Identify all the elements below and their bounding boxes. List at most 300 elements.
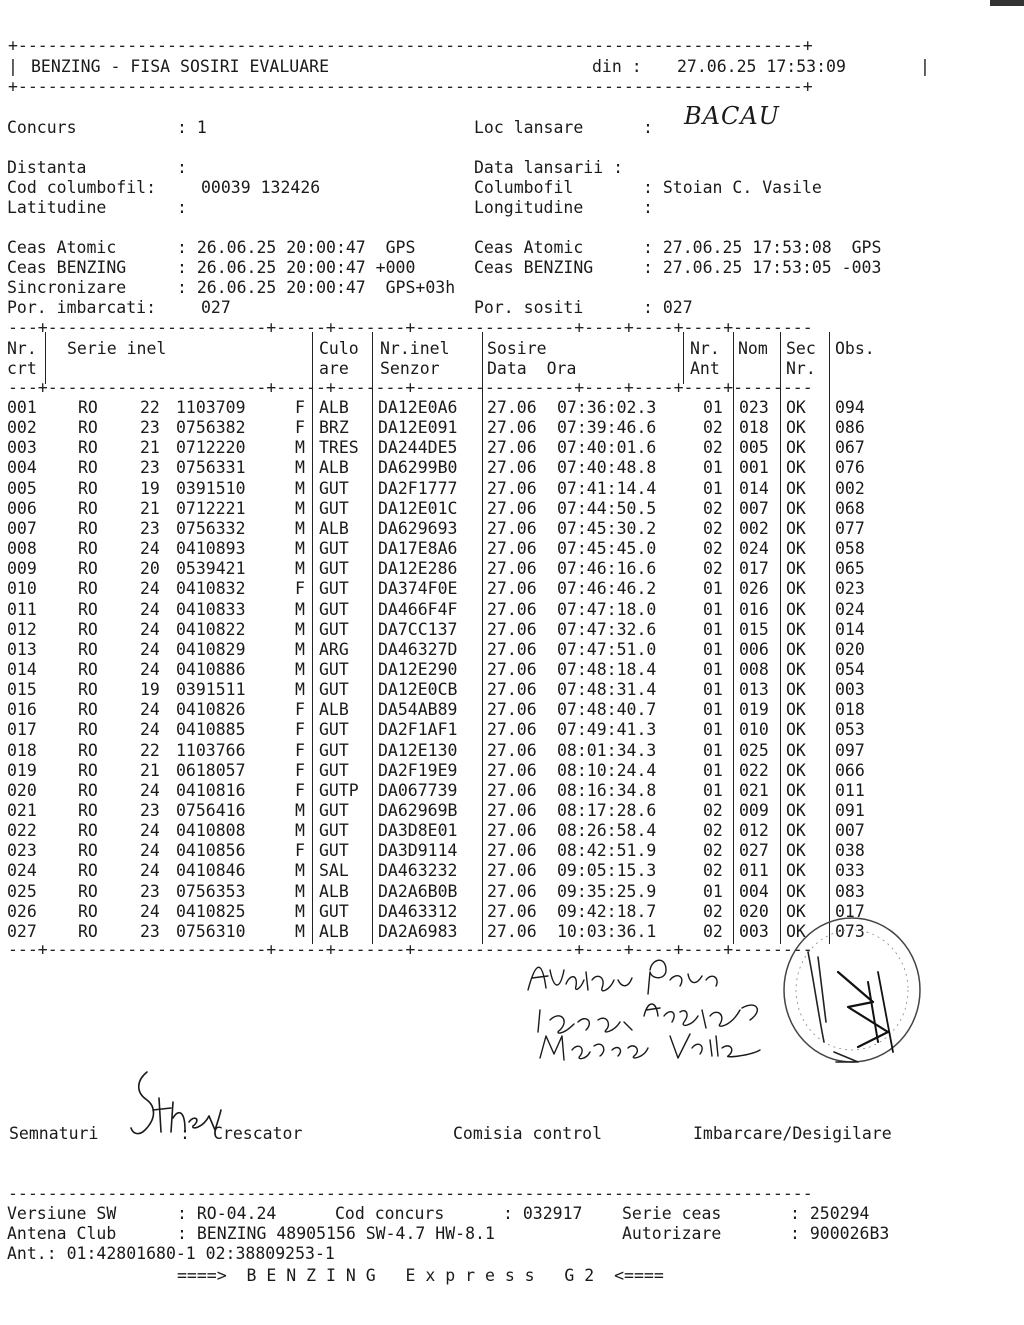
- col-header-nom: Nom: [738, 339, 768, 358]
- cod-concurs-value: : 032917: [503, 1204, 583, 1223]
- row-country: RO: [78, 418, 98, 438]
- row-antenna: 02: [703, 901, 723, 921]
- row-sex: M: [295, 619, 305, 639]
- table-row: [0, 801, 940, 821]
- row-ring-number: 0410826: [176, 700, 246, 720]
- row-nom: 006: [739, 639, 769, 659]
- row-sex: F: [295, 579, 305, 599]
- ceas-benzing-left-value: : 26.06.25 20:00:47 +000: [177, 258, 416, 277]
- header-border-bottom: +-------------------------------------------------------------------------------+: [8, 77, 813, 96]
- row-antenna: 02: [703, 438, 723, 458]
- row-nr: 007: [7, 518, 37, 538]
- row-nr: 021: [7, 801, 37, 820]
- row-sec: OK: [786, 639, 806, 659]
- row-obs: 077: [835, 518, 865, 538]
- row-antenna: 02: [703, 921, 723, 941]
- row-obs: 083: [835, 881, 865, 901]
- arrivals-table-body: [0, 398, 940, 943]
- row-ring-number: 0712220: [176, 438, 246, 458]
- row-sex: M: [295, 539, 305, 559]
- row-sex: M: [295, 881, 305, 901]
- row-nom: 013: [739, 680, 769, 700]
- table-row: [0, 579, 940, 599]
- row-color: GUT: [319, 720, 349, 740]
- row-nom: 021: [739, 780, 769, 800]
- row-ring-number: 0391510: [176, 478, 246, 498]
- row-sec: OK: [786, 801, 806, 820]
- imbarcare-desigilare-label: Imbarcare/Desigilare: [693, 1124, 892, 1143]
- distanta-label: Distanta: [7, 158, 87, 177]
- row-color: GUT: [319, 498, 349, 518]
- row-time: 08:16:34.8: [557, 780, 657, 800]
- concurs-label: Concurs: [7, 118, 77, 137]
- row-date: 27.06: [487, 599, 537, 619]
- row-time: 09:42:18.7: [557, 901, 657, 921]
- row-sensor: DA2A6983: [378, 921, 458, 941]
- por-sositi-label: Por. sositi: [474, 298, 584, 317]
- row-sensor: DA12E290: [378, 659, 458, 679]
- row-sec: OK: [786, 760, 806, 780]
- row-country: RO: [78, 780, 98, 800]
- row-nr: 004: [7, 458, 37, 478]
- row-sec: OK: [786, 841, 806, 861]
- row-year: 21: [140, 438, 160, 458]
- row-country: RO: [78, 398, 98, 417]
- row-nr: 006: [7, 498, 37, 518]
- row-nr: 009: [7, 559, 37, 579]
- row-sensor: DA12E01C: [378, 498, 458, 518]
- autorizare-label: Autorizare: [622, 1224, 722, 1243]
- row-sex: M: [295, 438, 305, 458]
- table-row: [0, 499, 940, 519]
- row-country: RO: [78, 861, 98, 881]
- row-country: RO: [78, 760, 98, 780]
- row-obs: 091: [835, 801, 865, 820]
- row-time: 07:47:18.0: [557, 599, 657, 619]
- row-nom: 012: [739, 821, 769, 841]
- row-color: GUT: [319, 478, 349, 498]
- concurs-value: : 1: [177, 118, 207, 137]
- row-obs: 007: [835, 821, 865, 841]
- row-obs: 023: [835, 579, 865, 599]
- row-sec: OK: [786, 740, 806, 760]
- row-ring-number: 0410832: [176, 579, 246, 599]
- row-date: 27.06: [487, 700, 537, 720]
- row-nr: 025: [7, 881, 37, 901]
- row-obs: 068: [835, 498, 865, 518]
- row-obs: 014: [835, 619, 865, 639]
- row-sex: M: [295, 639, 305, 659]
- row-antenna: 02: [703, 821, 723, 841]
- row-color: ALB: [319, 458, 349, 478]
- row-color: ALB: [319, 518, 349, 538]
- row-nr: 022: [7, 821, 37, 841]
- row-country: RO: [78, 579, 98, 599]
- row-ring-number: 0756331: [176, 458, 246, 478]
- row-country: RO: [78, 821, 98, 841]
- row-sex: M: [295, 821, 305, 841]
- row-nom: 017: [739, 559, 769, 579]
- row-sensor: DA463232: [378, 861, 458, 881]
- row-antenna: 01: [703, 659, 723, 679]
- por-imbarcati-label: Por. imbarcati:: [7, 298, 157, 317]
- row-sex: M: [295, 498, 305, 518]
- row-country: RO: [78, 740, 98, 760]
- row-nom: 004: [739, 881, 769, 901]
- row-date: 27.06: [487, 539, 537, 559]
- table-row: [0, 438, 940, 458]
- cod-columbofil-label: Cod columbofil:: [7, 178, 157, 197]
- row-sec: OK: [786, 579, 806, 599]
- row-nom: 022: [739, 760, 769, 780]
- row-ring-number: 0410822: [176, 619, 246, 639]
- row-sensor: DA067739: [378, 780, 458, 800]
- row-sec: OK: [786, 881, 806, 901]
- row-sex: F: [295, 720, 305, 740]
- col-header-nrinel-1: Nr.inel: [380, 339, 450, 358]
- row-time: 07:40:01.6: [557, 438, 657, 458]
- row-antenna: 01: [703, 398, 723, 417]
- row-time: 07:46:46.2: [557, 579, 657, 599]
- row-antenna: 01: [703, 458, 723, 478]
- row-sex: F: [295, 418, 305, 438]
- ceas-benzing-label: Ceas BENZING: [7, 258, 127, 277]
- row-color: GUT: [319, 740, 349, 760]
- row-antenna: 01: [703, 599, 723, 619]
- table-header-bottom-rule: ---+----------------------+-----+-------+----------------+----+----+----+--------: [8, 378, 813, 397]
- row-obs: 017: [835, 901, 865, 921]
- row-sensor: DA12E286: [378, 559, 458, 579]
- row-nom: 002: [739, 518, 769, 538]
- row-sec: OK: [786, 901, 806, 921]
- table-row: [0, 539, 940, 559]
- header-date-value: 27.06.25 17:53:09: [677, 57, 846, 76]
- scan-edge-mark: [990, 0, 1024, 6]
- header-right-bar: |: [920, 57, 930, 76]
- row-color: GUT: [319, 841, 349, 861]
- row-date: 27.06: [487, 619, 537, 639]
- row-sec: OK: [786, 700, 806, 720]
- semnaturi-colon: :: [180, 1124, 190, 1143]
- row-ring-number: 0410808: [176, 821, 246, 841]
- row-obs: 066: [835, 760, 865, 780]
- row-sex: M: [295, 659, 305, 679]
- row-sex: M: [295, 599, 305, 619]
- row-country: RO: [78, 438, 98, 458]
- row-year: 22: [140, 398, 160, 417]
- row-sex: M: [295, 478, 305, 498]
- benzing-express-banner: ====> B E N Z I N G E x p r e s s G 2 <====: [177, 1266, 664, 1285]
- row-country: RO: [78, 458, 98, 478]
- row-antenna: 01: [703, 619, 723, 639]
- row-ring-number: 0391511: [176, 680, 246, 700]
- row-sensor: DA463312: [378, 901, 458, 921]
- row-time: 07:48:31.4: [557, 680, 657, 700]
- row-nom: 016: [739, 599, 769, 619]
- row-date: 27.06: [487, 498, 537, 518]
- row-antenna: 01: [703, 478, 723, 498]
- row-date: 27.06: [487, 438, 537, 458]
- row-date: 27.06: [487, 861, 537, 881]
- row-sensor: DA3D8E01: [378, 821, 458, 841]
- row-sec: OK: [786, 659, 806, 679]
- row-year: 24: [140, 720, 160, 740]
- distanta-value: :: [177, 158, 187, 177]
- row-sensor: DA12E0CB: [378, 680, 458, 700]
- row-sec: OK: [786, 478, 806, 498]
- sincronizare-label: Sincronizare: [7, 278, 127, 297]
- table-row: [0, 741, 940, 761]
- row-color: GUT: [319, 539, 349, 559]
- row-obs: 018: [835, 700, 865, 720]
- row-antenna: 01: [703, 740, 723, 760]
- row-date: 27.06: [487, 579, 537, 599]
- row-color: ALB: [319, 700, 349, 720]
- row-nom: 025: [739, 740, 769, 760]
- table-row: [0, 559, 940, 579]
- ceas-atomic-right-value: : 27.06.25 17:53:08 GPS: [643, 238, 882, 257]
- row-date: 27.06: [487, 639, 537, 659]
- row-date: 27.06: [487, 821, 537, 841]
- row-sec: OK: [786, 861, 806, 881]
- row-nr: 010: [7, 579, 37, 599]
- row-ring-number: 0410829: [176, 639, 246, 659]
- table-row: [0, 620, 940, 640]
- row-nr: 003: [7, 438, 37, 458]
- row-sec: OK: [786, 398, 806, 417]
- row-sex: M: [295, 901, 305, 921]
- crescator-label: Crescator: [213, 1124, 303, 1143]
- columbofil-value: : Stoian C. Vasile: [643, 178, 822, 197]
- row-nom: 010: [739, 720, 769, 740]
- row-obs: 073: [835, 921, 865, 941]
- row-sex: M: [295, 458, 305, 478]
- header-date-label: din :: [592, 57, 642, 76]
- row-date: 27.06: [487, 398, 537, 417]
- table-row: [0, 861, 940, 881]
- col-header-crt: crt: [7, 359, 37, 378]
- col-header-nr: Nr.: [7, 339, 37, 358]
- row-color: GUT: [319, 821, 349, 841]
- table-row: [0, 700, 940, 720]
- longitudine-label: Longitudine: [474, 198, 584, 217]
- col-header-sosire: Sosire: [487, 339, 547, 358]
- row-nom: 015: [739, 619, 769, 639]
- row-sensor: DA2F1777: [378, 478, 458, 498]
- comisia-control-label: Comisia control: [453, 1124, 603, 1143]
- row-sensor: DA6299B0: [378, 458, 458, 478]
- row-country: RO: [78, 901, 98, 921]
- row-date: 27.06: [487, 841, 537, 861]
- table-top-rule: ---+----------------------+-----+-------+----------------+----+----+----+--------: [8, 318, 813, 337]
- semnaturi-label: Semnaturi: [9, 1124, 99, 1143]
- row-sex: F: [295, 398, 305, 417]
- row-country: RO: [78, 518, 98, 538]
- loc-lansare-handwritten: BACAU: [684, 102, 780, 130]
- row-year: 24: [140, 780, 160, 800]
- row-year: 21: [140, 498, 160, 518]
- row-sec: OK: [786, 438, 806, 458]
- ceas-atomic-right-label: Ceas Atomic: [474, 238, 584, 257]
- row-ring-number: 0756382: [176, 418, 246, 438]
- row-nr: 008: [7, 539, 37, 559]
- row-obs: 003: [835, 680, 865, 700]
- row-ring-number: 0539421: [176, 559, 246, 579]
- row-sec: OK: [786, 619, 806, 639]
- row-date: 27.06: [487, 921, 537, 941]
- versiune-value: : RO-04.24: [177, 1204, 277, 1223]
- row-ring-number: 0618057: [176, 760, 246, 780]
- row-time: 10:03:36.1: [557, 921, 657, 941]
- row-time: 09:05:15.3: [557, 861, 657, 881]
- row-country: RO: [78, 498, 98, 518]
- row-nr: 001: [7, 398, 37, 417]
- row-time: 07:40:48.8: [557, 458, 657, 478]
- row-year: 24: [140, 639, 160, 659]
- latitudine-value: :: [177, 198, 187, 217]
- row-sec: OK: [786, 559, 806, 579]
- row-antenna: 02: [703, 841, 723, 861]
- row-date: 27.06: [487, 740, 537, 760]
- row-antenna: 02: [703, 539, 723, 559]
- table-row: [0, 761, 940, 781]
- row-antenna: 01: [703, 780, 723, 800]
- row-color: GUT: [319, 559, 349, 579]
- row-country: RO: [78, 639, 98, 659]
- table-row: [0, 479, 940, 499]
- row-obs: 094: [835, 398, 865, 417]
- row-time: 07:48:18.4: [557, 659, 657, 679]
- row-sensor: DA629693: [378, 518, 458, 538]
- row-obs: 097: [835, 740, 865, 760]
- autorizare-value: : 900026B3: [790, 1224, 890, 1243]
- row-date: 27.06: [487, 518, 537, 538]
- row-country: RO: [78, 841, 98, 861]
- row-obs: 058: [835, 539, 865, 559]
- row-year: 24: [140, 619, 160, 639]
- row-ring-number: 0410893: [176, 539, 246, 559]
- versiune-label: Versiune SW: [7, 1204, 117, 1223]
- row-sec: OK: [786, 720, 806, 740]
- row-year: 21: [140, 760, 160, 780]
- col-header-nr-ant-2: Ant: [690, 359, 720, 378]
- row-time: 08:10:24.4: [557, 760, 657, 780]
- row-sec: OK: [786, 458, 806, 478]
- row-obs: 086: [835, 418, 865, 438]
- row-obs: 065: [835, 559, 865, 579]
- row-time: 08:42:51.9: [557, 841, 657, 861]
- row-antenna: 01: [703, 579, 723, 599]
- row-obs: 011: [835, 780, 865, 800]
- table-row: [0, 821, 940, 841]
- row-ring-number: 0756353: [176, 881, 246, 901]
- row-sensor: DA2A6B0B: [378, 881, 458, 901]
- antenna-ids: Ant.: 01:42801680-1 02:38809253-1: [7, 1244, 335, 1263]
- row-nr: 002: [7, 418, 37, 438]
- row-nom: 009: [739, 801, 769, 820]
- row-time: 07:47:32.6: [557, 619, 657, 639]
- loc-lansare-label: Loc lansare: [474, 118, 584, 137]
- row-year: 24: [140, 901, 160, 921]
- row-date: 27.06: [487, 881, 537, 901]
- row-antenna: 02: [703, 518, 723, 538]
- row-year: 24: [140, 659, 160, 679]
- row-sensor: DA62969B: [378, 801, 458, 820]
- row-sex: M: [295, 680, 305, 700]
- row-ring-number: 0410846: [176, 861, 246, 881]
- row-nom: 014: [739, 478, 769, 498]
- row-obs: 053: [835, 720, 865, 740]
- row-nom: 019: [739, 700, 769, 720]
- row-country: RO: [78, 881, 98, 901]
- ceas-atomic-left-value: : 26.06.25 20:00:47 GPS: [177, 238, 416, 257]
- table-row: [0, 418, 940, 438]
- row-date: 27.06: [487, 418, 537, 438]
- row-antenna: 01: [703, 680, 723, 700]
- col-header-data-ora: Data Ora: [487, 359, 577, 378]
- col-header-sec-2: Nr.: [786, 359, 816, 378]
- row-nom: 023: [739, 398, 769, 417]
- row-country: RO: [78, 478, 98, 498]
- columbofil-label: Columbofil: [474, 178, 574, 197]
- row-nr: 011: [7, 599, 37, 619]
- row-year: 23: [140, 458, 160, 478]
- row-obs: 038: [835, 841, 865, 861]
- row-year: 24: [140, 599, 160, 619]
- table-row: [0, 640, 940, 660]
- row-obs: 002: [835, 478, 865, 498]
- row-date: 27.06: [487, 559, 537, 579]
- ceas-benzing-right-value: : 27.06.25 17:53:05 -003: [643, 258, 882, 277]
- row-color: ALB: [319, 881, 349, 901]
- row-year: 22: [140, 740, 160, 760]
- row-ring-number: 0410816: [176, 780, 246, 800]
- sincronizare-value: : 26.06.25 20:00:47 GPS+03h: [177, 278, 456, 297]
- row-nom: 008: [739, 659, 769, 679]
- row-time: 07:49:41.3: [557, 720, 657, 740]
- row-country: RO: [78, 801, 98, 820]
- row-country: RO: [78, 619, 98, 639]
- row-country: RO: [78, 700, 98, 720]
- row-obs: 033: [835, 861, 865, 881]
- row-color: BRZ: [319, 418, 349, 438]
- row-time: 07:44:50.5: [557, 498, 657, 518]
- row-ring-number: 0410885: [176, 720, 246, 740]
- row-color: ALB: [319, 398, 349, 417]
- row-date: 27.06: [487, 720, 537, 740]
- row-ring-number: 1103709: [176, 398, 246, 417]
- cod-columbofil-value: 00039 132426: [201, 178, 321, 197]
- table-row: [0, 720, 940, 740]
- row-sec: OK: [786, 921, 806, 941]
- row-obs: 067: [835, 438, 865, 458]
- row-sec: OK: [786, 518, 806, 538]
- header-title: BENZING - FISA SOSIRI EVALUARE: [31, 57, 330, 76]
- crescator-signature: [125, 1062, 225, 1147]
- row-sec: OK: [786, 498, 806, 518]
- row-year: 24: [140, 841, 160, 861]
- antena-value: : BENZING 48905156 SW-4.7 HW-8.1: [177, 1224, 495, 1243]
- row-color: GUT: [319, 801, 349, 820]
- row-obs: 054: [835, 659, 865, 679]
- loc-lansare-colon: :: [643, 118, 653, 137]
- row-sex: M: [295, 921, 305, 941]
- cod-concurs-label: Cod concurs: [335, 1204, 445, 1223]
- row-sex: M: [295, 861, 305, 881]
- row-nom: 005: [739, 438, 769, 458]
- row-sex: F: [295, 740, 305, 760]
- serie-ceas-value: : 250294: [790, 1204, 870, 1223]
